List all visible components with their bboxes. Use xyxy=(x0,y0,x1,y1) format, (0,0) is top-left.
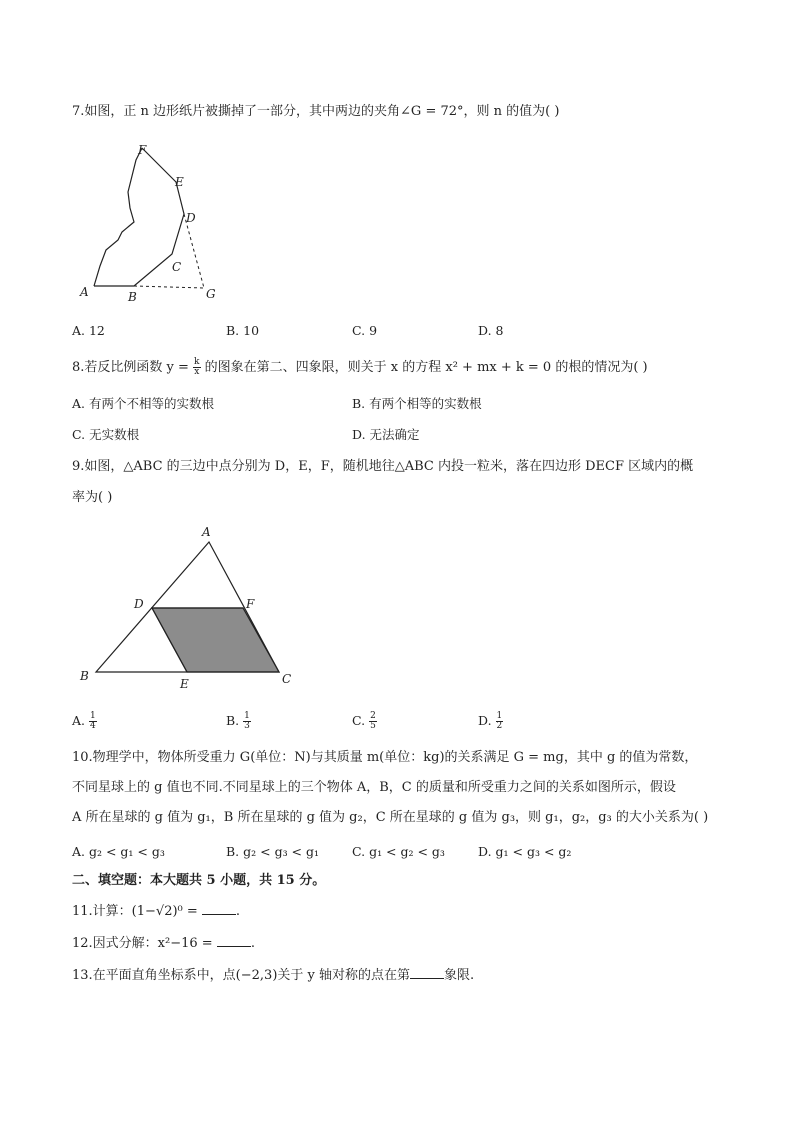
q10-option-c[interactable]: C. g₁ < g₂ < g₃ xyxy=(352,844,445,859)
q9-option-d-num: 1 xyxy=(496,711,503,721)
q12-end: . xyxy=(250,936,255,951)
q7-label-g: G xyxy=(206,287,216,301)
q7-dashed-bg xyxy=(134,286,204,288)
q8-option-d[interactable]: D. 无法确定 xyxy=(352,427,420,442)
q13-end: 象限. xyxy=(444,968,475,983)
q13-answer-blank[interactable] xyxy=(410,966,444,979)
q13-text: 13.在平面直角坐标系中，点(−2,3)关于 y 轴对称的点在第 xyxy=(72,968,410,983)
q7-option-a[interactable]: A. 12 xyxy=(72,323,105,338)
q9-figure xyxy=(72,520,312,695)
q10-option-a[interactable]: A. g₂ < g₁ < g₃ xyxy=(72,844,165,859)
q8-stem-post: 的图象在第二、四象限，则关于 x 的方程 x² + mx + k = 0 的根的情况为( ) xyxy=(200,360,648,375)
q9-option-c-den: 5 xyxy=(370,721,376,731)
q9-option-b[interactable] xyxy=(226,712,251,731)
q11-end: . xyxy=(235,904,241,919)
q9-option-a[interactable] xyxy=(72,712,97,731)
q9-stem-line2: 率为( ) xyxy=(72,490,113,505)
q9-option-b-den: 3 xyxy=(244,721,250,731)
q9-option-a-num: 1 xyxy=(90,711,96,721)
q9-option-d[interactable] xyxy=(478,712,503,731)
q9-option-a-prefix: A. xyxy=(72,713,86,728)
q7-option-c[interactable]: C. 9 xyxy=(352,323,378,338)
q10-line3: A 所在星球的 g 值为 g₁，B 所在星球的 g 值为 g₂，C 所在星球的 g 值为 g₃，则 g₁，g₂，g₃ 的大小关系为( ) xyxy=(72,810,709,825)
q8-stem xyxy=(72,358,648,377)
q11 xyxy=(72,902,240,921)
q9-option-b-frac xyxy=(243,712,251,731)
q10-line1: 10.物理学中，物体所受重力 G(单位：N)与其质量 m(单位：kg)的关系满足 G = mg，其中 g 的值为常数， xyxy=(72,750,698,765)
q9-stem-line1: 9.如图，△ABC 的三边中点分别为 D，E，F，随机地往△ABC 内投一粒米，落在四边形 DECF 区域内的概 xyxy=(72,459,694,474)
q10-option-b[interactable]: B. g₂ < g₃ < g₁ xyxy=(226,844,320,859)
q9-option-c[interactable] xyxy=(352,712,377,731)
q7-label-a: A xyxy=(80,285,89,299)
q11-answer-blank[interactable] xyxy=(202,902,236,915)
q7-figure xyxy=(72,138,232,308)
q7-label-b: B xyxy=(128,290,137,304)
q10-line2: 不同星球上的 g 值也不同.不同星球上的三个物体 A，B，C 的质量和所受重力之间的关系如图所示，假设 xyxy=(72,780,676,795)
q7-torn-edge xyxy=(94,148,142,286)
q9-option-d-den: 2 xyxy=(496,721,503,731)
q9-option-d-prefix: D. xyxy=(478,713,492,728)
q8-frac-num: k xyxy=(194,357,200,367)
q7-label-f: F xyxy=(138,143,147,157)
q9-option-c-frac xyxy=(369,712,377,731)
q7-label-e: E xyxy=(175,175,184,189)
q10-option-d[interactable]: D. g₁ < g₃ < g₂ xyxy=(478,844,572,859)
q9-option-d-frac xyxy=(496,712,504,731)
q7-label-c: C xyxy=(172,260,182,274)
q9-option-c-prefix: C. xyxy=(352,713,366,728)
q11-text: 11.计算：(1−√2)⁰ = xyxy=(72,904,202,919)
q12-answer-blank[interactable] xyxy=(217,934,251,947)
q9-label-d: D xyxy=(134,597,144,611)
q7-stem: 7.如图，正 n 边形纸片被撕掉了一部分，其中两边的夹角∠G = 72°，则 n 的值为( ) xyxy=(72,104,560,119)
q9-label-c: C xyxy=(282,672,292,686)
q7-polygon-edges xyxy=(94,148,184,286)
q9-label-b: B xyxy=(80,669,89,683)
q8-frac-den: x xyxy=(194,367,200,377)
section-2-heading: 二、填空题：本大题共 5 小题，共 15 分。 xyxy=(72,873,326,888)
q8-option-c[interactable]: C. 无实数根 xyxy=(72,427,140,442)
q7-option-b[interactable]: B. 10 xyxy=(226,323,260,338)
q9-option-a-den: 4 xyxy=(90,721,96,731)
q9-option-b-num: 1 xyxy=(244,711,250,721)
q12-text: 12.因式分解：x²−16 = xyxy=(72,936,217,951)
q9-option-b-prefix: B. xyxy=(226,713,240,728)
q7-dashed-dg xyxy=(184,214,204,288)
q9-shaded-decf xyxy=(152,608,279,672)
q9-option-a-frac xyxy=(89,712,97,731)
q8-stem-pre: 8.若反比例函数 y = xyxy=(72,360,194,375)
q8-fraction xyxy=(193,358,200,377)
q8-option-a[interactable]: A. 有两个不相等的实数根 xyxy=(72,396,214,411)
q8-option-b[interactable]: B. 有两个相等的实数根 xyxy=(352,396,482,411)
q9-option-c-num: 2 xyxy=(370,711,376,721)
q9-label-f: F xyxy=(246,597,255,611)
q9-label-a: A xyxy=(202,525,211,539)
q9-label-e: E xyxy=(180,677,189,691)
q12 xyxy=(72,934,255,953)
q7-option-d[interactable]: D. 8 xyxy=(478,323,504,338)
q7-label-d: D xyxy=(186,211,196,225)
q13 xyxy=(72,966,474,985)
